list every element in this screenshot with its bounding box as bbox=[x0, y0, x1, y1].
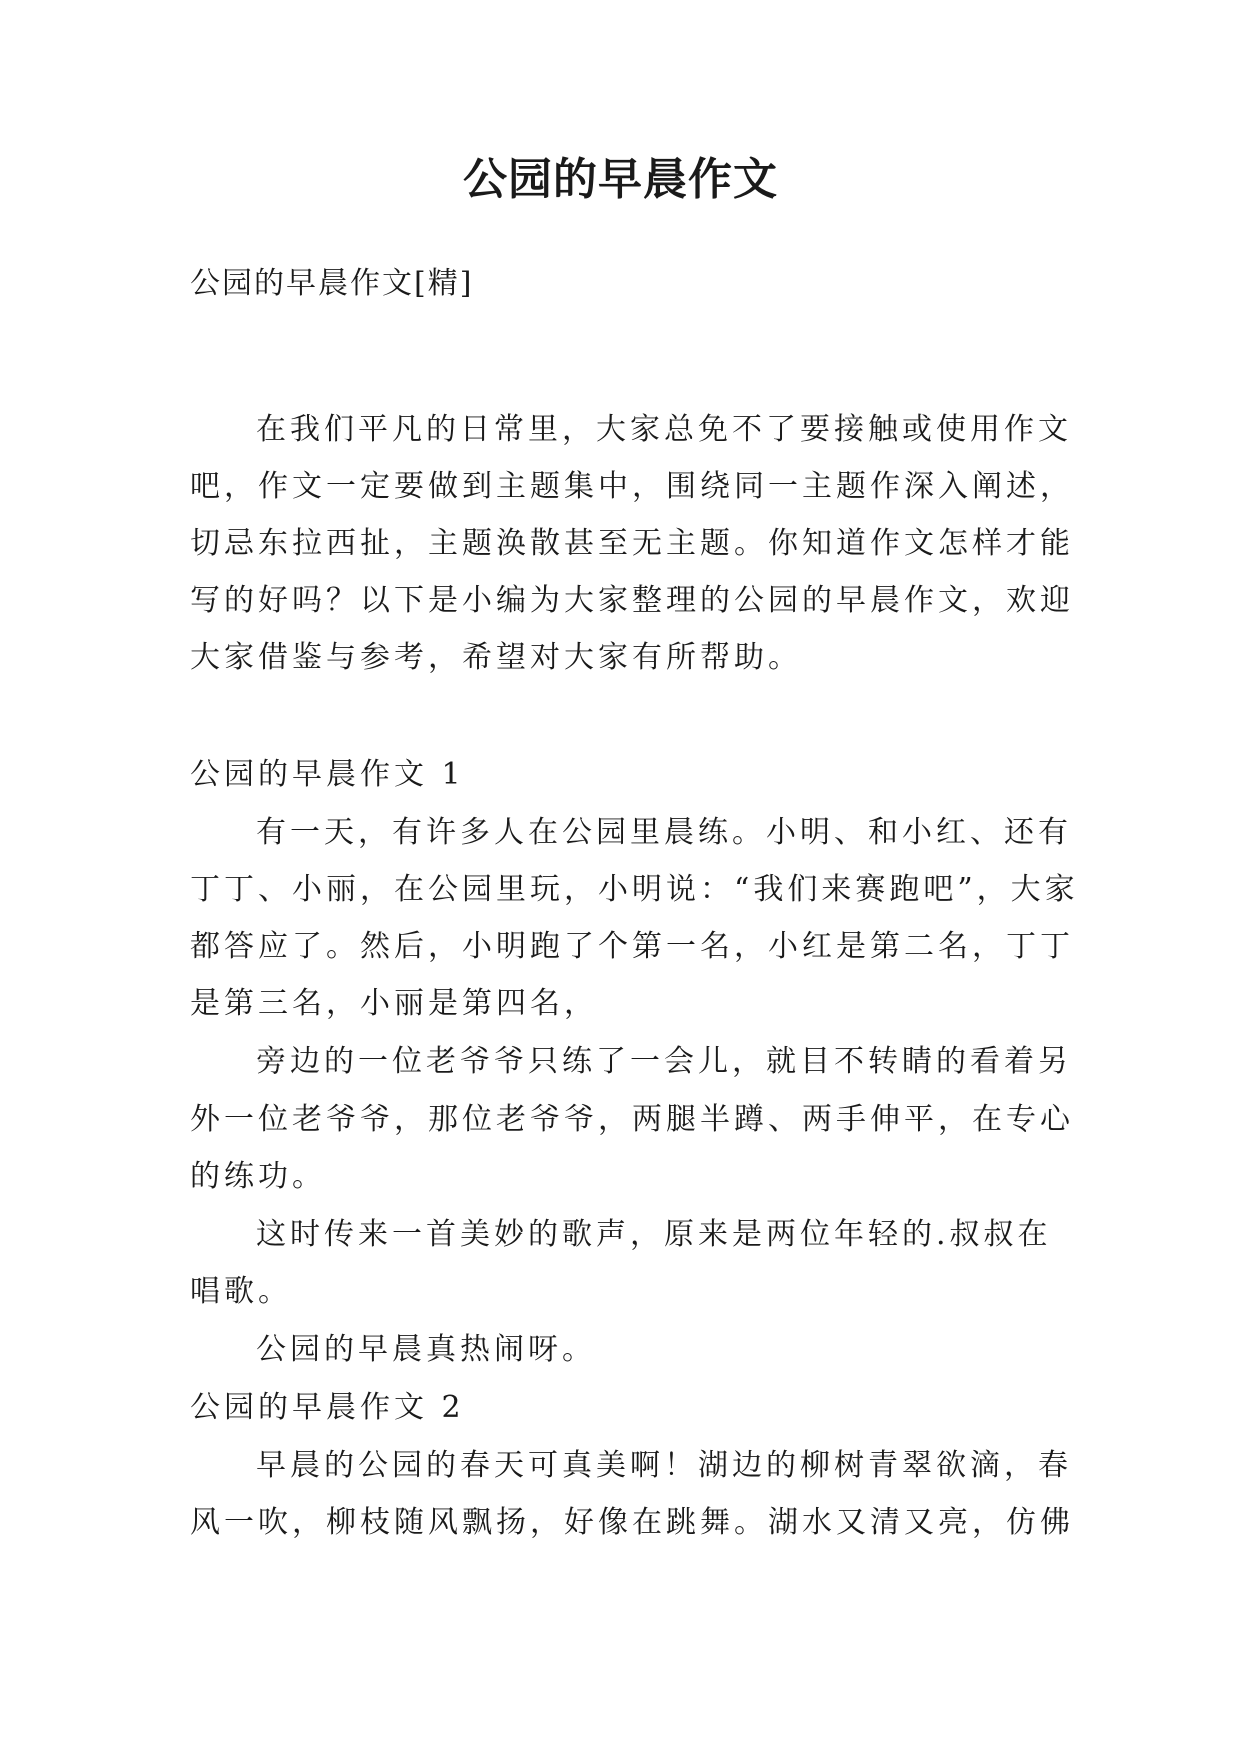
essay-1-line: 旁边的一位老爷爷只练了一会儿，就目不转睛的看着另 bbox=[256, 1044, 1072, 1079]
intro-line: 在我们平凡的日常里，大家总免不了要接触或使用作文 bbox=[256, 412, 1072, 447]
essay-2-heading: 公园的早晨作文 2 bbox=[190, 1390, 465, 1425]
document-subtitle: 公园的早晨作文[精] bbox=[190, 266, 474, 301]
essay-1-line: 公园的早晨真热闹呀。 bbox=[256, 1332, 596, 1367]
essay-1-heading: 公园的早晨作文 1 bbox=[190, 757, 465, 792]
essay-1-line: 都答应了。然后，小明跑了个第一名，小红是第二名，丁丁 bbox=[190, 929, 1074, 964]
essay-1-line: 外一位老爷爷，那位老爷爷，两腿半蹲、两手伸平，在专心 bbox=[190, 1102, 1074, 1137]
essay-1-line: 唱歌。 bbox=[190, 1274, 292, 1309]
essay-1-line: 是第三名，小丽是第四名， bbox=[190, 986, 598, 1021]
essay-2-line: 早晨的公园的春天可真美啊！湖边的柳树青翠欲滴，春 bbox=[256, 1448, 1072, 1483]
essay-1-line: 丁丁、小丽，在公园里玩，小明说：“我们来赛跑吧”，大家 bbox=[190, 872, 1079, 907]
intro-line: 大家借鉴与参考，希望对大家有所帮助。 bbox=[190, 640, 802, 675]
essay-2-line: 风一吹，柳枝随风飘扬，好像在跳舞。湖水又清又亮，仿佛 bbox=[190, 1505, 1074, 1540]
essay-1-line: 有一天，有许多人在公园里晨练。小明、和小红、还有 bbox=[256, 815, 1072, 850]
document-title: 公园的早晨作文 bbox=[463, 154, 778, 205]
intro-line: 写的好吗？以下是小编为大家整理的公园的早晨作文，欢迎 bbox=[190, 583, 1074, 618]
intro-line: 吧，作文一定要做到主题集中，围绕同一主题作深入阐述， bbox=[190, 469, 1074, 504]
essay-1-line: 的练功。 bbox=[190, 1159, 326, 1194]
intro-line: 切忌东拉西扯，主题涣散甚至无主题。你知道作文怎样才能 bbox=[190, 526, 1074, 561]
essay-1-line: 这时传来一首美妙的歌声，原来是两位年轻的.叔叔在 bbox=[256, 1217, 1052, 1252]
